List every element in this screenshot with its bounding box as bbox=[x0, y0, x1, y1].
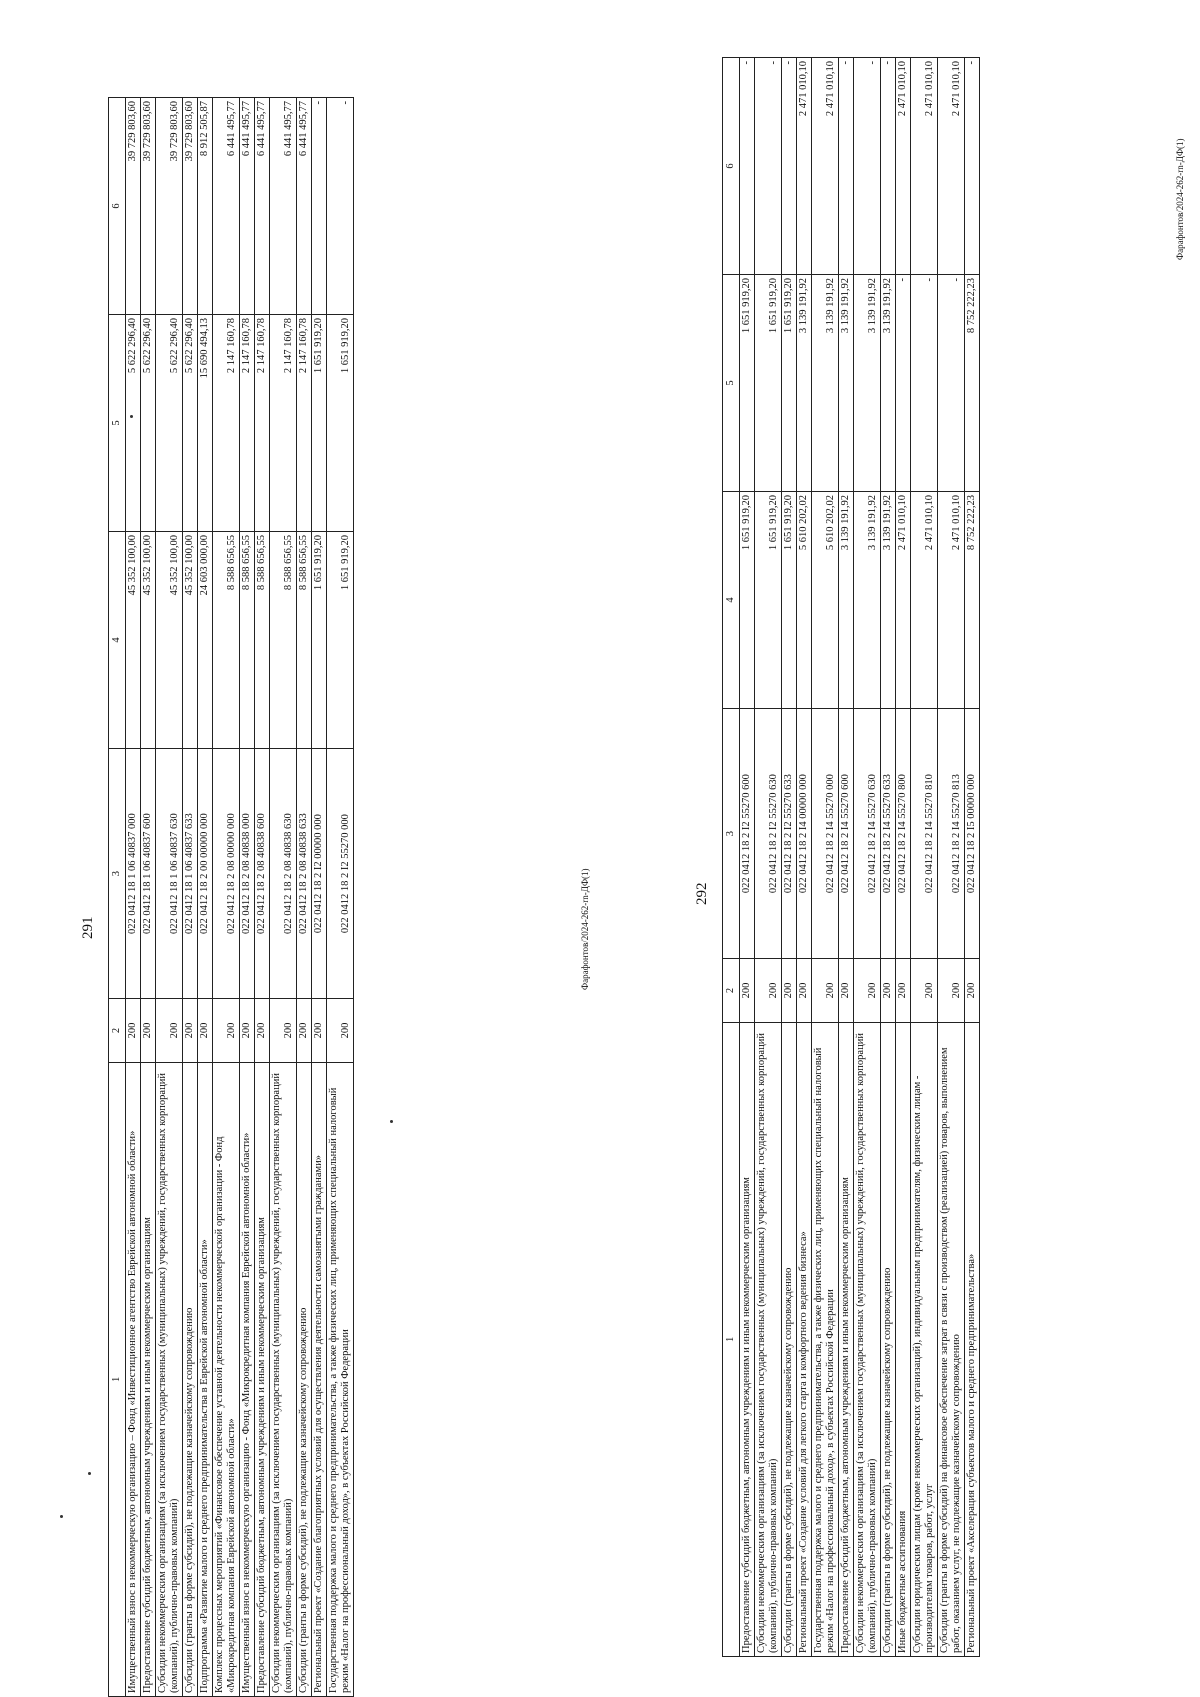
row-col4: 8 588 656,55 bbox=[270, 532, 297, 749]
row-col6: 6 441 495,77 bbox=[240, 98, 255, 315]
row-col4: 1 651 919,20 bbox=[327, 532, 354, 749]
table-row bbox=[270, 98, 297, 1697]
row-col5: - bbox=[938, 275, 965, 492]
row-code: 022 0412 18 2 08 40838 630 bbox=[270, 748, 297, 998]
row-code: 022 0412 18 2 I4 55270 000 bbox=[812, 708, 839, 958]
row-name: Субсидии (гранты в форме субсидий), не подлежащие казначейскому сопровождению bbox=[881, 1022, 896, 1656]
row-col4: 2 471 010,10 bbox=[938, 492, 965, 709]
table-row bbox=[297, 98, 312, 1697]
row-col6: 39 729 803,60 bbox=[126, 98, 141, 315]
row-code: 022 0412 18 2 I4 55270 800 bbox=[896, 708, 911, 958]
row-col5: 5 622 296,40 bbox=[141, 315, 156, 532]
row-col5: 1 651 919,20 bbox=[327, 315, 354, 532]
column-header-2: 2 bbox=[109, 999, 126, 1062]
row-code: 022 0412 18 2 08 00000 000 bbox=[213, 748, 240, 998]
column-header-6: 6 bbox=[109, 98, 126, 315]
scan-speck bbox=[130, 415, 133, 418]
row-code: 022 0412 18 2 I4 00000 000 bbox=[797, 708, 812, 958]
row-col5: 1 651 919,20 bbox=[740, 275, 755, 492]
row-col6: 2 471 010,10 bbox=[896, 58, 911, 275]
row-code: 022 0412 18 2 I4 55270 633 bbox=[881, 708, 896, 958]
row-col4: 45 352 100,00 bbox=[156, 532, 183, 749]
row-col6: 6 441 495,77 bbox=[255, 98, 270, 315]
row-code: 022 0412 18 2 I2 55270 000 bbox=[327, 748, 354, 998]
footer-stamp: Фарафонтов/2024-262-rn-ДФ(1) bbox=[580, 868, 590, 990]
row-col6: - bbox=[755, 58, 782, 275]
row-grbs: 200 bbox=[141, 999, 156, 1062]
table-row bbox=[911, 58, 938, 1657]
row-col5: 8 752 222,23 bbox=[965, 275, 980, 492]
row-grbs: 200 bbox=[965, 959, 980, 1022]
row-col6: 6 441 495,77 bbox=[213, 98, 240, 315]
row-col6: 8 912 505,87 bbox=[198, 98, 213, 315]
row-col6: - bbox=[327, 98, 354, 315]
row-name: Региональный проект «Акселерация субъектов малого и среднего предпринимательства» bbox=[965, 1022, 980, 1656]
row-col5: 15 690 494,13 bbox=[198, 315, 213, 532]
row-col6: 6 441 495,77 bbox=[270, 98, 297, 315]
row-grbs: 200 bbox=[183, 999, 198, 1062]
row-grbs: 200 bbox=[839, 959, 854, 1022]
row-col6: - bbox=[965, 58, 980, 275]
row-name: Имущественный взнос в некоммерческую организацию - Фонд «Микрокредитная компания Еврейской автономной области» bbox=[240, 1062, 255, 1696]
header-row bbox=[723, 58, 740, 1657]
row-col5: 3 139 191,92 bbox=[854, 275, 881, 492]
row-name: Региональный проект «Создание условий для легкого старта и комфортного ведения бизнеса» bbox=[797, 1022, 812, 1656]
row-col5: 3 139 191,92 bbox=[812, 275, 839, 492]
table-row bbox=[938, 58, 965, 1657]
row-grbs: 200 bbox=[881, 959, 896, 1022]
column-header-5: 5 bbox=[109, 315, 126, 532]
row-grbs: 200 bbox=[297, 999, 312, 1062]
row-name: Предоставление субсидий бюджетным, автономным учреждениям и иным некоммерческим организациям bbox=[255, 1062, 270, 1696]
row-col4: 2 471 010,10 bbox=[911, 492, 938, 709]
footer-stamp: Фарафонтов/2024-262-rn-ДФ(1) bbox=[1175, 138, 1185, 260]
table-row bbox=[327, 98, 354, 1697]
row-code: 022 0412 18 2 08 40838 600 bbox=[255, 748, 270, 998]
row-col5: 1 651 919,20 bbox=[312, 315, 327, 532]
column-header-6: 6 bbox=[723, 58, 740, 275]
scan-speck bbox=[60, 1515, 63, 1518]
row-grbs: 200 bbox=[240, 999, 255, 1062]
row-code: 022 0412 18 2 I2 55270 630 bbox=[755, 708, 782, 958]
row-col4: 45 352 100,00 bbox=[183, 532, 198, 749]
row-col4: 3 139 191,92 bbox=[854, 492, 881, 709]
row-code: 022 0412 18 1 06 40837 633 bbox=[183, 748, 198, 998]
row-col6: 2 471 010,10 bbox=[911, 58, 938, 275]
row-col6: - bbox=[312, 98, 327, 315]
row-code: 022 0412 18 2 I4 55270 630 bbox=[854, 708, 881, 958]
row-col5: 2 147 160,78 bbox=[270, 315, 297, 532]
row-grbs: 200 bbox=[797, 959, 812, 1022]
row-col5: - bbox=[896, 275, 911, 492]
row-grbs: 200 bbox=[327, 999, 354, 1062]
row-code: 022 0412 18 2 08 40838 000 bbox=[240, 748, 255, 998]
row-col4: 3 139 191,92 bbox=[839, 492, 854, 709]
row-col4: 8 588 656,55 bbox=[297, 532, 312, 749]
row-col4: 5 610 202,02 bbox=[797, 492, 812, 709]
row-grbs: 200 bbox=[755, 959, 782, 1022]
row-col6: - bbox=[839, 58, 854, 275]
row-grbs: 200 bbox=[312, 999, 327, 1062]
row-grbs: 200 bbox=[938, 959, 965, 1022]
row-col5: 5 622 296,40 bbox=[126, 315, 141, 532]
table-row bbox=[213, 98, 240, 1697]
row-col5: 5 622 296,40 bbox=[156, 315, 183, 532]
table-row bbox=[312, 98, 327, 1697]
table-row bbox=[183, 98, 198, 1697]
page-number: 291 bbox=[80, 916, 96, 939]
row-name: Субсидии (гранты в форме субсидий) на финансовое обеспечение затрат в связи с производством (реализацией) товаров, выполнением работ, оказанием услуг, не подлежащие казначейскому сопровождению bbox=[938, 1022, 965, 1656]
column-header-3: 3 bbox=[109, 748, 126, 998]
row-col6: - bbox=[881, 58, 896, 275]
table-row bbox=[156, 98, 183, 1697]
row-grbs: 200 bbox=[198, 999, 213, 1062]
row-col6: 39 729 803,60 bbox=[156, 98, 183, 315]
row-code: 022 0412 18 2 00 00000 000 bbox=[198, 748, 213, 998]
row-code: 022 0412 18 2 08 40838 633 bbox=[297, 748, 312, 998]
row-col4: 8 588 656,55 bbox=[240, 532, 255, 749]
table-row bbox=[965, 58, 980, 1657]
column-header-2: 2 bbox=[723, 959, 740, 1022]
row-name: Субсидии некоммерческим организациям (за исключением государственных (муниципальных) учреждений, государственных корпораций (компаний), публично-правовых компаний) bbox=[156, 1062, 183, 1696]
table-row bbox=[854, 58, 881, 1657]
page-292 bbox=[694, 57, 980, 1657]
table-row bbox=[881, 58, 896, 1657]
row-col6: 2 471 010,10 bbox=[812, 58, 839, 275]
row-name: Государственная поддержка малого и среднего предпринимательства, а также физических лиц, применяющих специальный налоговый режим «Налог на профессиональный доход», в субъектах Российской Федерации bbox=[812, 1022, 839, 1656]
row-name: Субсидии некоммерческим организациям (за исключением государственных (муниципальных) учреждений, государственных корпораций (компаний), публично-правовых компаний) bbox=[755, 1022, 782, 1656]
table-row bbox=[198, 98, 213, 1697]
row-col6: - bbox=[782, 58, 797, 275]
column-header-3: 3 bbox=[723, 708, 740, 958]
row-col4: 45 352 100,00 bbox=[141, 532, 156, 749]
row-col4: 1 651 919,20 bbox=[782, 492, 797, 709]
row-col6: 39 729 803,60 bbox=[141, 98, 156, 315]
page-291 bbox=[80, 97, 354, 1697]
row-col4: 24 603 000,00 bbox=[198, 532, 213, 749]
row-col6: 2 471 010,10 bbox=[797, 58, 812, 275]
row-col5: 1 651 919,20 bbox=[782, 275, 797, 492]
row-code: 022 0412 18 2 I4 55270 600 bbox=[839, 708, 854, 958]
row-name: Предоставление субсидий бюджетным, автономным учреждениям и иным некоммерческим организациям bbox=[839, 1022, 854, 1656]
row-name: Имущественный взнос в некоммерческую организацию – Фонд «Инвестиционное агентство Еврейской автономной области» bbox=[126, 1062, 141, 1696]
row-col5: 3 139 191,92 bbox=[881, 275, 896, 492]
row-col4: 1 651 919,20 bbox=[755, 492, 782, 709]
row-col4: 1 651 919,20 bbox=[312, 532, 327, 749]
row-code: 022 0412 18 2 I5 00000 000 bbox=[965, 708, 980, 958]
row-grbs: 200 bbox=[213, 999, 240, 1062]
page-number: 292 bbox=[694, 882, 710, 905]
row-code: 022 0412 18 1 06 40837 000 bbox=[126, 748, 141, 998]
row-col6: 39 729 803,60 bbox=[183, 98, 198, 315]
row-grbs: 200 bbox=[255, 999, 270, 1062]
column-header-5: 5 bbox=[723, 275, 740, 492]
row-code: 022 0412 18 2 I2 55270 600 bbox=[740, 708, 755, 958]
row-col4: 8 588 656,55 bbox=[255, 532, 270, 749]
row-grbs: 200 bbox=[782, 959, 797, 1022]
row-code: 022 0412 18 2 I2 55270 633 bbox=[782, 708, 797, 958]
row-col4: 1 651 919,20 bbox=[740, 492, 755, 709]
table-body bbox=[126, 98, 354, 1697]
row-grbs: 200 bbox=[126, 999, 141, 1062]
table-row bbox=[740, 58, 755, 1657]
row-col5: 2 147 160,78 bbox=[213, 315, 240, 532]
row-col6: 6 441 495,77 bbox=[297, 98, 312, 315]
table-row bbox=[240, 98, 255, 1697]
row-col6: 2 471 010,10 bbox=[938, 58, 965, 275]
row-name: Государственная поддержка малого и среднего предпринимательства, а также физических лиц, применяющих специальный налоговый режим «Налог на профессиональный доход», в субъектах Российской Федерации bbox=[327, 1062, 354, 1696]
column-header-1: 1 bbox=[109, 1062, 126, 1696]
row-col5: 2 147 160,78 bbox=[240, 315, 255, 532]
table-row bbox=[797, 58, 812, 1657]
header-row bbox=[109, 98, 126, 1697]
row-name: Комплекс процессных мероприятий «Финансовое обеспечение уставной деятельности некоммерческой организации - Фонд «Микрокредитная компания Еврейской автономной области» bbox=[213, 1062, 240, 1696]
row-name: Субсидии некоммерческим организациям (за исключением государственных (муниципальных) учреждений, государственных корпораций (компаний), публично-правовых компаний) bbox=[854, 1022, 881, 1656]
row-col6: - bbox=[854, 58, 881, 275]
column-header-4: 4 bbox=[723, 492, 740, 709]
row-col5: 3 139 191,92 bbox=[839, 275, 854, 492]
row-name: Субсидии (гранты в форме субсидий), не подлежащие казначейскому сопровождению bbox=[297, 1062, 312, 1696]
row-col5: - bbox=[911, 275, 938, 492]
row-name: Иные бюджетные ассигнования bbox=[896, 1022, 911, 1656]
row-col5: 2 147 160,78 bbox=[297, 315, 312, 532]
table-row bbox=[782, 58, 797, 1657]
column-header-4: 4 bbox=[109, 532, 126, 749]
table-row bbox=[812, 58, 839, 1657]
row-name: Субсидии (гранты в форме субсидий), не подлежащие казначейскому сопровождению bbox=[782, 1022, 797, 1656]
row-grbs: 200 bbox=[896, 959, 911, 1022]
row-name: Субсидии юридическим лицам (кроме некоммерческих организаций), индивидуальным предпринимателям, физическим лицам - производителям товаров, работ, услуг bbox=[911, 1022, 938, 1656]
row-name: Региональный проект «Создание благоприятных условий для осуществления деятельности самозанятыми гражданами» bbox=[312, 1062, 327, 1696]
row-grbs: 200 bbox=[812, 959, 839, 1022]
row-col5: 5 622 296,40 bbox=[183, 315, 198, 532]
row-col4: 8 588 656,55 bbox=[213, 532, 240, 749]
column-header-1: 1 bbox=[723, 1022, 740, 1656]
row-col4: 45 352 100,00 bbox=[126, 532, 141, 749]
table-row bbox=[126, 98, 141, 1697]
row-name: Предоставление субсидий бюджетным, автономным учреждениям и иным некоммерческим организациям bbox=[740, 1022, 755, 1656]
table-body bbox=[740, 58, 980, 1657]
row-col4: 8 752 222,23 bbox=[965, 492, 980, 709]
row-name: Подпрограмма «Развитие малого и среднего предпринимательства в Еврейской автономной области» bbox=[198, 1062, 213, 1696]
row-grbs: 200 bbox=[740, 959, 755, 1022]
row-col4: 2 471 010,10 bbox=[896, 492, 911, 709]
row-col5: 1 651 919,20 bbox=[755, 275, 782, 492]
row-col4: 5 610 202,02 bbox=[812, 492, 839, 709]
table-row bbox=[755, 58, 782, 1657]
row-name: Субсидии (гранты в форме субсидий), не подлежащие казначейскому сопровождению bbox=[183, 1062, 198, 1696]
row-col5: 2 147 160,78 bbox=[255, 315, 270, 532]
row-grbs: 200 bbox=[156, 999, 183, 1062]
row-code: 022 0412 18 2 I4 55270 813 bbox=[938, 708, 965, 958]
row-code: 022 0412 18 2 I4 55270 810 bbox=[911, 708, 938, 958]
row-grbs: 200 bbox=[270, 999, 297, 1062]
row-name: Предоставление субсидий бюджетным, автономным учреждениям и иным некоммерческим организациям bbox=[141, 1062, 156, 1696]
row-code: 022 0412 18 1 06 40837 630 bbox=[156, 748, 183, 998]
budget-table bbox=[108, 97, 354, 1697]
row-col6: - bbox=[740, 58, 755, 275]
scan-speck bbox=[88, 1472, 91, 1475]
row-code: 022 0412 18 2 I2 00000 000 bbox=[312, 748, 327, 998]
table-row bbox=[896, 58, 911, 1657]
table-row bbox=[255, 98, 270, 1697]
row-code: 022 0412 18 1 06 40837 600 bbox=[141, 748, 156, 998]
row-name: Субсидии некоммерческим организациям (за исключением государственных (муниципальных) учреждений, государственных корпораций (компаний), публично-правовых компаний) bbox=[270, 1062, 297, 1696]
scan-speck bbox=[390, 1120, 393, 1123]
table-row bbox=[839, 58, 854, 1657]
row-col4: 3 139 191,92 bbox=[881, 492, 896, 709]
row-grbs: 200 bbox=[911, 959, 938, 1022]
budget-table bbox=[722, 57, 980, 1657]
row-col5: 3 139 191,92 bbox=[797, 275, 812, 492]
table-row bbox=[141, 98, 156, 1697]
row-grbs: 200 bbox=[854, 959, 881, 1022]
